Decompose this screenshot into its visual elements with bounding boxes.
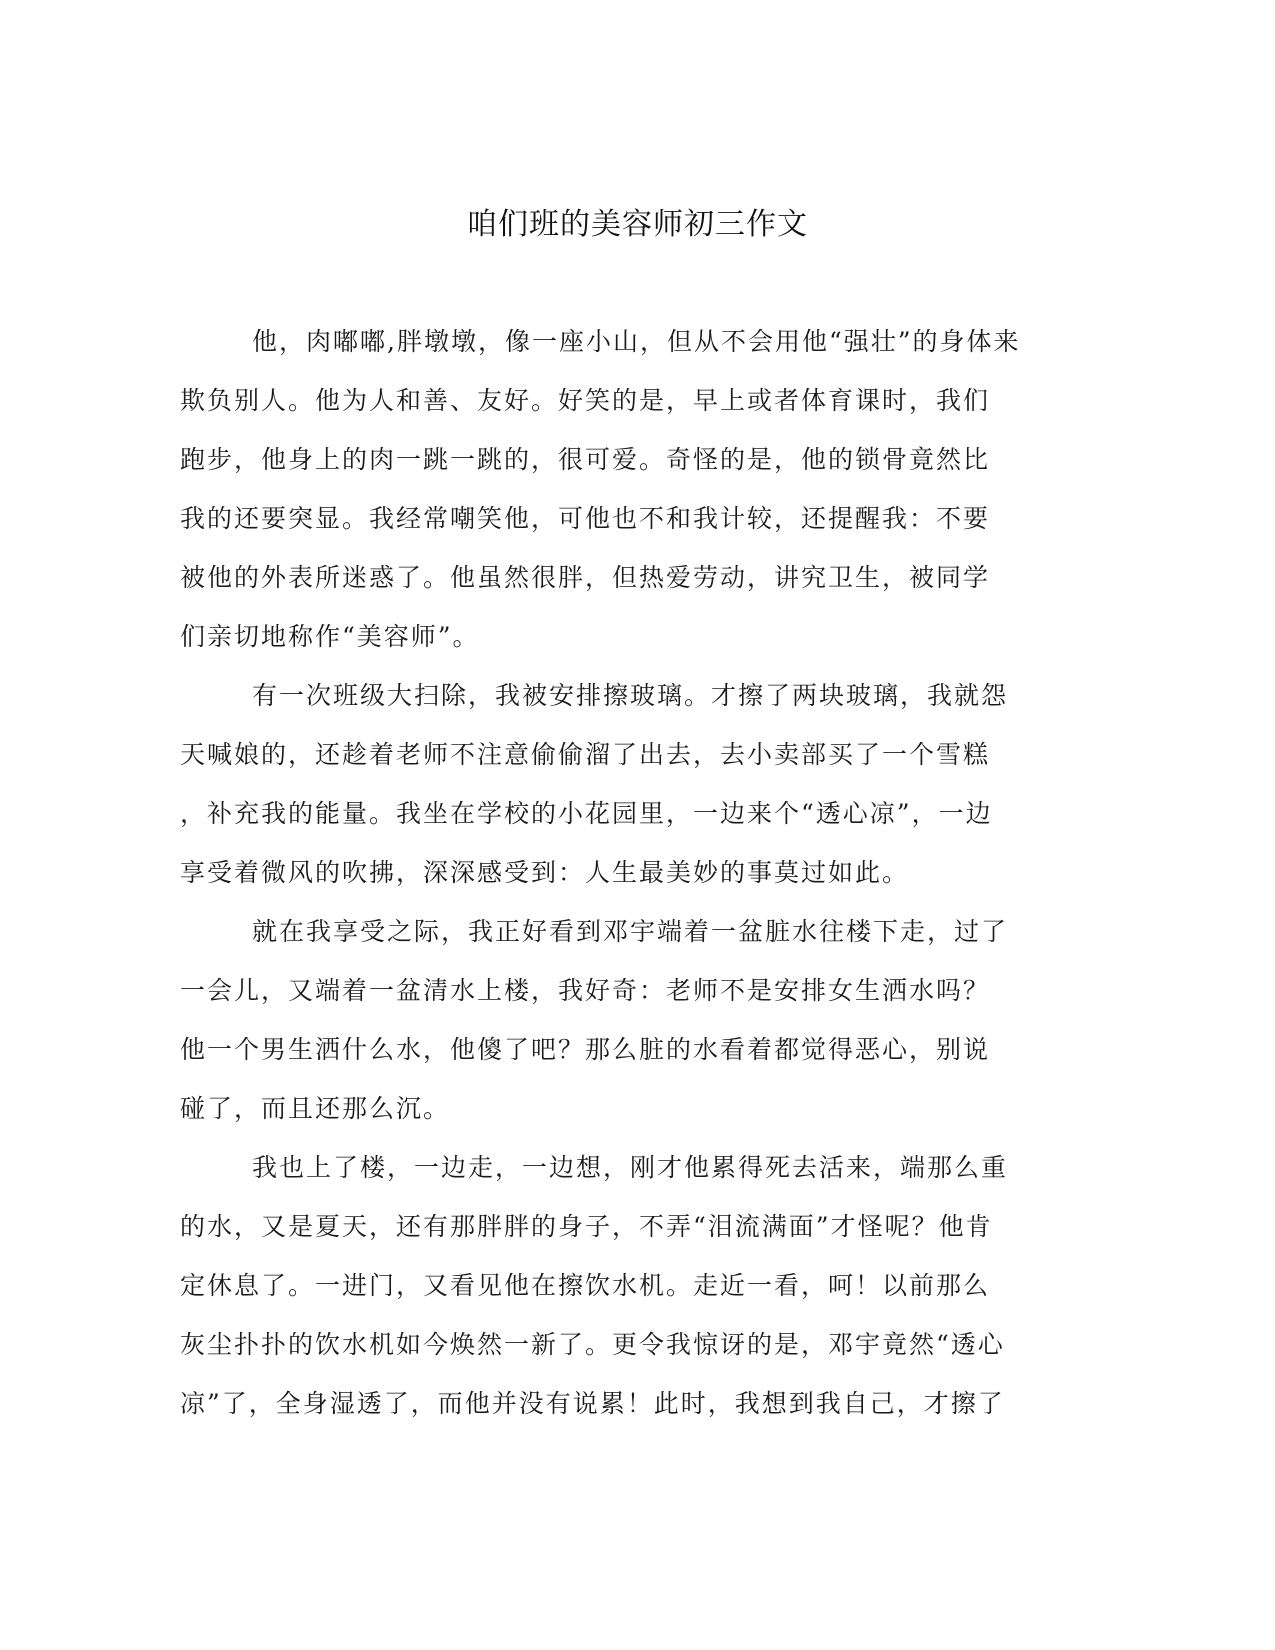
essay-body [180, 312, 1040, 1433]
paragraph-1-line-6: 们亲切地称作“美容师”。 [180, 622, 480, 651]
paragraph-2-line-4: 享受着微风的吹拂，深深感受到：人生最美妙的事莫过如此。 [180, 858, 910, 887]
paragraph-3-line-4: 碰了，而且还那么沉。 [180, 1094, 451, 1123]
paragraph-1-line-5: 被他的外表所迷惑了。他虽然很胖，但热爱劳动，讲究卫生，被同学 [180, 563, 991, 592]
paragraph-4-line-1: 我也上了楼，一边走，一边想，刚才他累得死去活来，端那么重 [252, 1153, 1009, 1182]
paragraph-3-line-3: 他一个男生洒什么水，他傻了吧？那么脏的水看着都觉得恶心，别说 [180, 1035, 991, 1064]
paragraph-2-line-2: 天喊娘的，还趁着老师不注意偷偷溜了出去，去小卖部买了一个雪糕 [180, 740, 991, 769]
paragraph-2-line-1: 有一次班级大扫除，我被安排擦玻璃。才擦了两块玻璃，我就怨 [252, 681, 1009, 710]
paragraph-1-line-4: 我的还要突显。我经常嘲笑他，可他也不和我计较，还提醒我：不要 [180, 504, 991, 533]
paragraph-1-line-3: 跑步，他身上的肉一跳一跳的，很可爱。奇怪的是，他的锁骨竟然比 [180, 445, 991, 474]
paragraph-4-line-3: 定休息了。一进门，又看见他在擦饮水机。走近一看，呵！以前那么 [180, 1271, 991, 1300]
paragraph-1-line-2: 欺负别人。他为人和善、友好。好笑的是，早上或者体育课时，我们 [180, 386, 991, 415]
paragraph-3-line-1: 就在我享受之际，我正好看到邓宇端着一盆脏水往楼下走，过了 [252, 917, 1009, 946]
paragraph-1-line-1: 他，肉嘟嘟,胖墩墩，像一座小山，但从不会用他“强壮”的身体来 [252, 327, 1021, 356]
document-title: 咱们班的美容师初三作文 [467, 207, 808, 242]
paragraph-3-line-2: 一会儿，又端着一盆清水上楼，我好奇：老师不是安排女生洒水吗？ [180, 976, 991, 1005]
paragraph-4-line-5: 凉”了，全身湿透了，而他并没有说累！此时，我想到我自己，才擦了 [180, 1389, 1005, 1418]
paragraph-4-line-2: 的水，又是夏天，还有那胖胖的身子，不弄“泪流满面”才怪呢？他肯 [180, 1212, 993, 1241]
paragraph-2-line-3: ，补充我的能量。我坐在学校的小花园里，一边来个“透心凉”，一边 [180, 799, 993, 828]
paragraph-4-line-4: 灰尘扑扑的饮水机如今焕然一新了。更令我惊讶的是，邓宇竟然“透心 [180, 1330, 1005, 1359]
